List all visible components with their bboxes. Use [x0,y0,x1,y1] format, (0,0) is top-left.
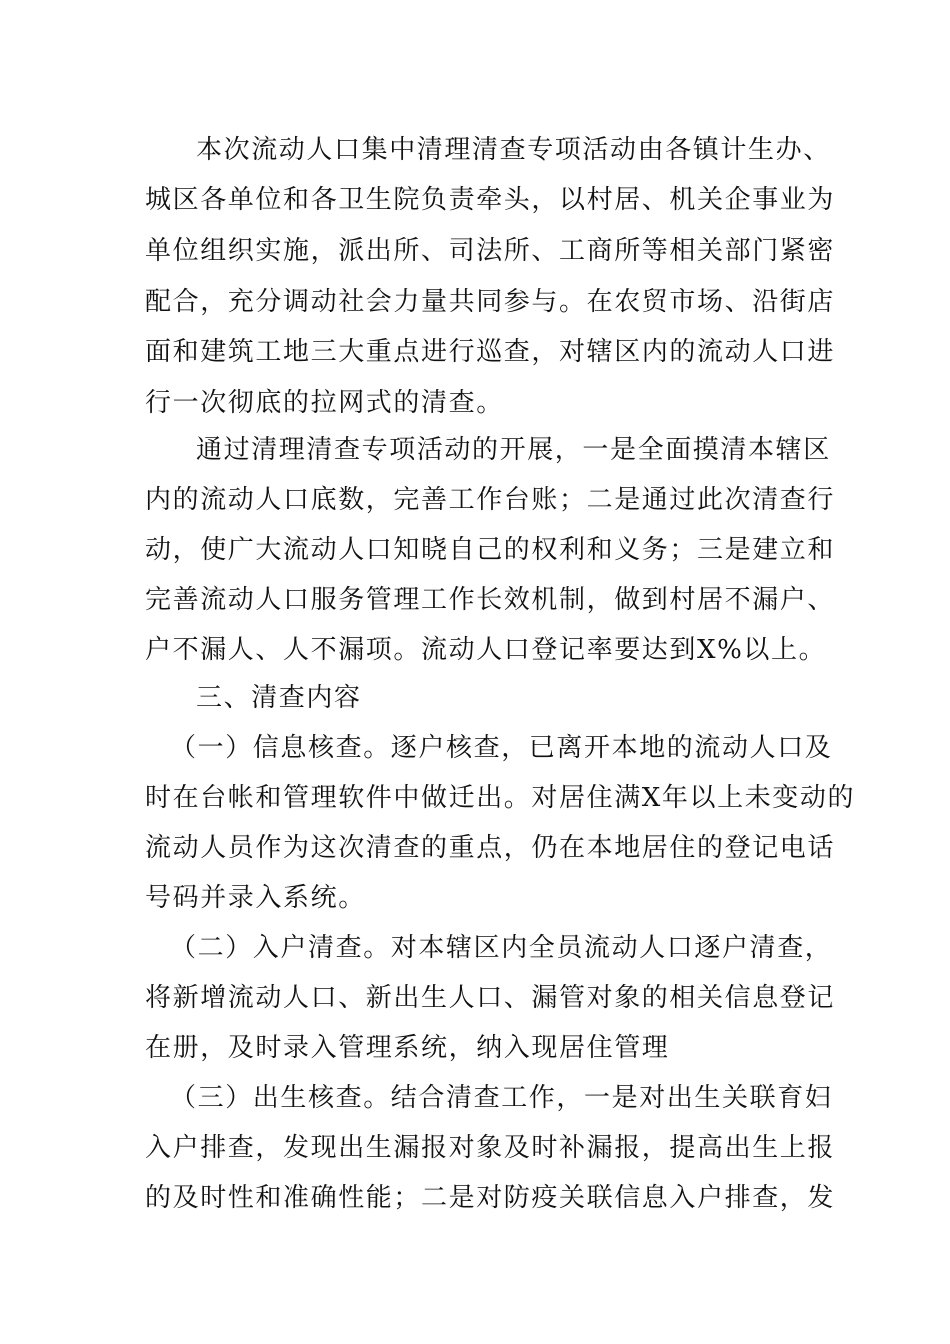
paragraph-3-line-1: （一）信息核查。逐户核查，已离开本地的流动人口及 [170,733,833,763]
paragraph-5-line-1: （三）出生核查。结合清查工作，一是对出生关联育妇 [170,1083,833,1113]
paragraph-2-line-3: 动，使广大流动人口知晓自己的权利和义务；三是建立和 [145,535,836,565]
paragraph-1-line-4: 配合，充分调动社会力量共同参与。在农贸市场、沿街店 [145,287,836,317]
paragraph-5-line-3: 的及时性和准确性能；二是对防疫关联信息入户排查，发 [145,1183,836,1213]
paragraph-1-line-3: 单位组织实施，派出所、司法所、工商所等相关部门紧密 [145,236,836,266]
paragraph-4-line-2: 将新增流动人口、新出生人口、漏管对象的相关信息登记 [145,983,836,1013]
paragraph-1-line-5: 面和建筑工地三大重点进行巡查，对辖区内的流动人口进 [145,337,836,367]
paragraph-4-line-1: （二）入户清查。对本辖区内全员流动人口逐户清查， [170,933,833,963]
section-heading: 三、清查内容 [196,683,362,713]
paragraph-2-line-1: 通过清理清查专项活动的开展，一是全面摸清本辖区 [196,435,831,465]
paragraph-3-line-2: 时在台帐和管理软件中做迁出。对居住满X年以上未变动的 [145,783,856,813]
paragraph-3-line-4: 号码并录入系统。 [145,883,366,913]
paragraph-1-line-2: 城区各单位和各卫生院负责牵头，以村居、机关企事业为 [145,185,836,215]
paragraph-2-line-2: 内的流动人口底数，完善工作台账；二是通过此次清查行 [145,485,836,515]
paragraph-5-line-2: 入户排查，发现出生漏报对象及时补漏报，提高出生上报 [145,1133,836,1163]
paragraph-1-line-6: 行一次彻底的拉网式的清查。 [145,388,504,418]
paragraph-2-line-5: 户不漏人、人不漏项。流动人口登记率要达到X%以上。 [145,635,827,665]
paragraph-1-line-1: 本次流动人口集中清理清查专项活动由各镇计生办、 [196,135,831,165]
paragraph-4-line-3: 在册，及时录入管理系统，纳入现居住管理 [145,1033,670,1063]
paragraph-3-line-3: 流动人员作为这次清查的重点，仍在本地居住的登记电话 [145,833,836,863]
paragraph-2-line-4: 完善流动人口服务管理工作长效机制，做到村居不漏户、 [145,585,836,615]
